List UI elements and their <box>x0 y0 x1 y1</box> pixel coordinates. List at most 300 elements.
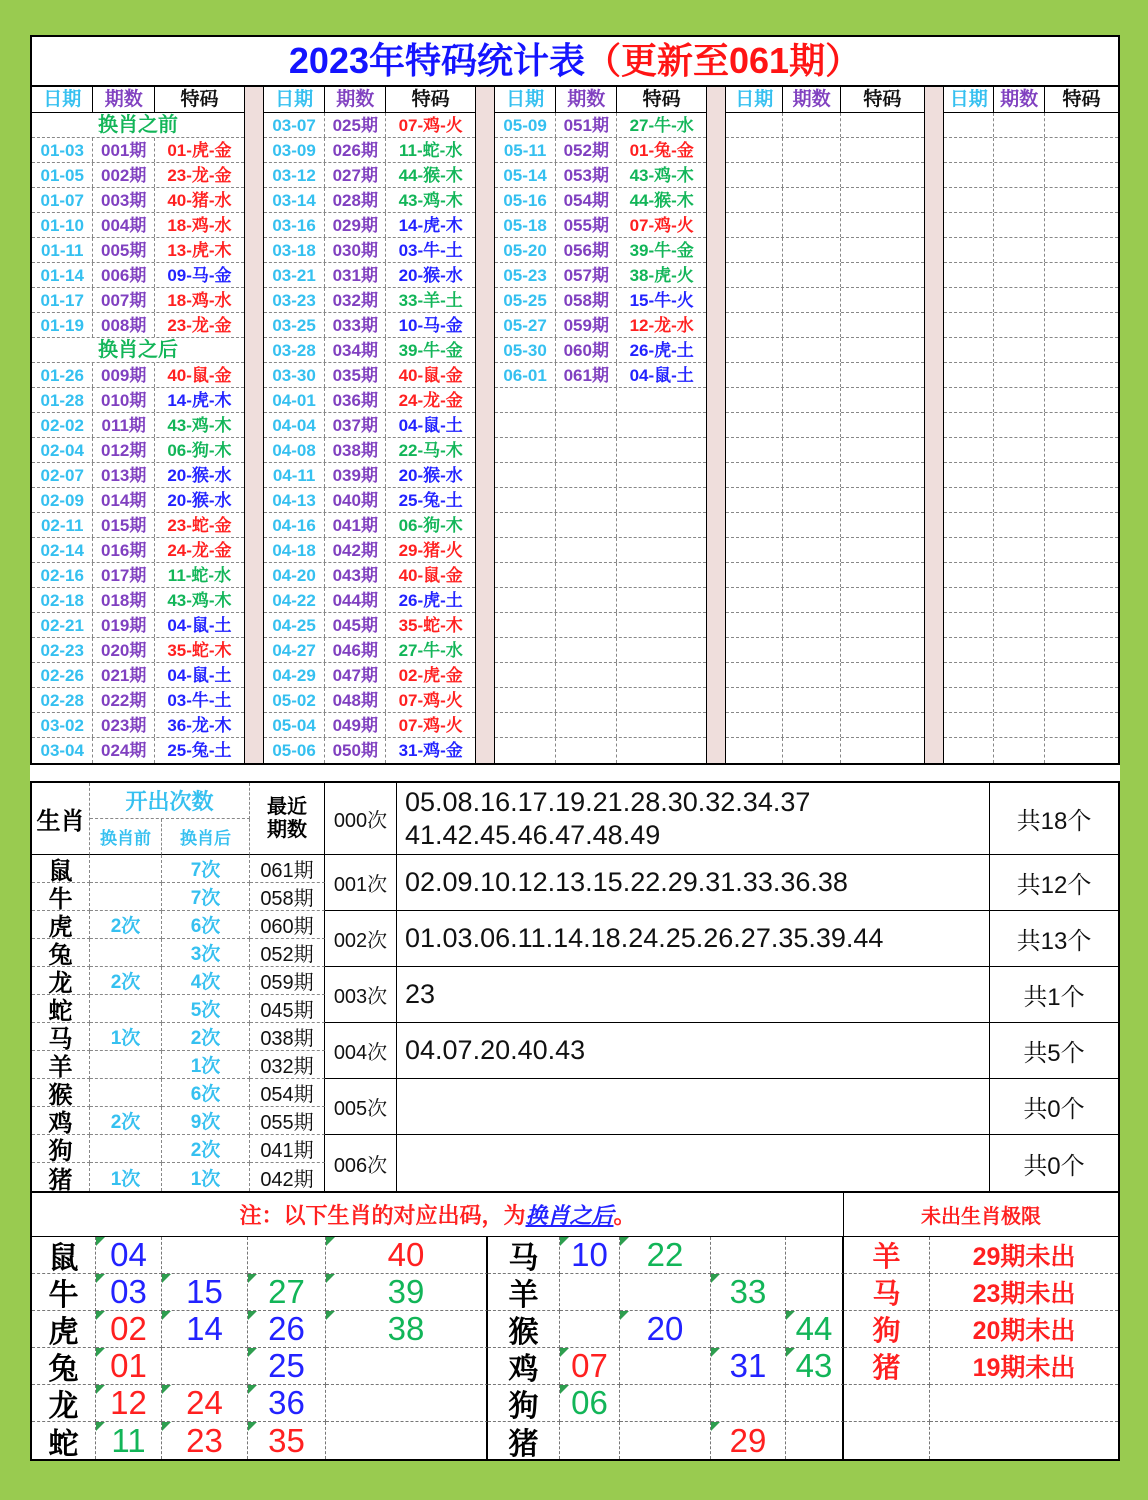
code-cell <box>1045 313 1118 337</box>
comment-triangle-icon <box>162 1385 171 1394</box>
period-cell <box>783 563 840 587</box>
period-cell <box>556 538 617 562</box>
code-cell <box>841 538 924 562</box>
count-band-label: 000次 <box>325 783 397 855</box>
date-cell: 02-16 <box>32 563 93 587</box>
zodiac-name: 龙 <box>32 967 90 995</box>
date-cell <box>726 738 783 763</box>
table-row <box>32 113 244 138</box>
code-cell <box>841 163 924 187</box>
date-cell: 05-30 <box>495 338 556 362</box>
code-cell: 39-牛-金 <box>629 240 694 260</box>
number-cell: 23 <box>162 1422 248 1459</box>
table-row <box>264 538 475 563</box>
table-row <box>264 338 475 363</box>
code-cell <box>617 613 706 637</box>
period-cell: 018期 <box>93 588 154 612</box>
date-cell <box>495 438 556 462</box>
recent-header-line1: 最近 <box>267 795 307 818</box>
date-cell <box>495 513 556 537</box>
table-row <box>944 538 1118 563</box>
table-row <box>32 488 244 513</box>
date-column-header: 日期 <box>495 87 556 112</box>
number-cell: 27 <box>248 1274 326 1311</box>
number-cell: 36 <box>248 1385 326 1422</box>
table-header-row <box>495 87 706 113</box>
title-main: 2023年特码统计表 <box>288 40 585 81</box>
code-cell <box>841 738 924 763</box>
table-row <box>726 638 924 663</box>
period-cell <box>994 163 1044 187</box>
date-cell <box>944 713 994 737</box>
table-row <box>726 538 924 563</box>
period-cell: 038期 <box>325 438 386 462</box>
code-cell <box>841 188 924 212</box>
table-row <box>32 163 244 188</box>
number-cell <box>786 1237 844 1274</box>
code-cell <box>841 313 924 337</box>
date-cell: 03-07 <box>264 113 325 137</box>
date-cell <box>495 713 556 737</box>
code-cell <box>1045 588 1118 612</box>
period-cell <box>994 713 1044 737</box>
number-cell: 04 <box>96 1237 162 1274</box>
table-row <box>944 688 1118 713</box>
after-change-header: 换肖后 <box>162 819 250 855</box>
zodiac-name: 羊 <box>488 1274 560 1311</box>
date-cell: 05-11 <box>495 138 556 162</box>
comment-triangle-icon <box>248 1311 257 1320</box>
date-cell: 04-04 <box>264 413 325 437</box>
recent-period-value: 058期 <box>250 883 325 911</box>
zodiac-name: 牛 <box>32 1274 96 1311</box>
date-cell <box>726 463 783 487</box>
period-table-group <box>943 87 1118 763</box>
recent-period-value: 059期 <box>250 967 325 995</box>
number-cell: 31 <box>711 1348 786 1385</box>
date-cell <box>944 288 994 312</box>
recent-period-value: 042期 <box>250 1163 325 1191</box>
period-cell <box>783 738 840 763</box>
table-row <box>944 463 1118 488</box>
code-cell: 44-猴-木 <box>629 190 694 210</box>
date-cell: 01-19 <box>32 313 93 337</box>
code-cell <box>617 513 706 537</box>
code-cell: 43-鸡-木 <box>629 165 694 185</box>
period-column-header: 期数 <box>783 87 840 112</box>
zodiac-stats-table <box>30 781 1120 1193</box>
code-cell: 40-猪-水 <box>167 190 232 210</box>
number-cell: 38 <box>326 1311 488 1348</box>
date-cell: 03-14 <box>264 188 325 212</box>
comment-triangle-icon <box>326 1237 335 1246</box>
period-cell <box>556 463 617 487</box>
period-cell <box>556 613 617 637</box>
code-cell: 04-鼠-土 <box>629 365 694 385</box>
code-cell <box>841 438 924 462</box>
code-cell: 01-兔-金 <box>629 140 694 160</box>
code-cell: 25-兔-土 <box>167 741 232 760</box>
zodiac-name: 鼠 <box>32 1237 96 1274</box>
table-row <box>264 288 475 313</box>
number-cell: 14 <box>162 1311 248 1348</box>
content-area <box>30 35 1120 1461</box>
period-cell: 025期 <box>325 113 386 137</box>
period-cell: 026期 <box>325 138 386 162</box>
section-gap <box>30 765 1120 781</box>
code-cell: 07-鸡-火 <box>398 690 463 710</box>
code-column-header: 特码 <box>642 89 681 110</box>
zodiac-name: 鸡 <box>488 1348 560 1385</box>
table-row <box>32 713 244 738</box>
code-cell <box>1045 413 1118 437</box>
table-row <box>944 338 1118 363</box>
date-cell <box>495 488 556 512</box>
after-change-count: 1次 <box>162 1051 250 1079</box>
recent-period-value: 032期 <box>250 1051 325 1079</box>
code-cell <box>841 663 924 687</box>
date-cell: 04-22 <box>264 588 325 612</box>
code-cell <box>1045 163 1118 187</box>
date-cell: 01-14 <box>32 263 93 287</box>
period-cell: 028期 <box>325 188 386 212</box>
period-cell <box>783 188 840 212</box>
count-band-label: 004次 <box>325 1023 397 1079</box>
date-cell: 02-07 <box>32 463 93 487</box>
table-row <box>944 238 1118 263</box>
zodiac-name: 蛇 <box>32 1422 96 1459</box>
table-row <box>495 113 706 138</box>
table-row <box>264 613 475 638</box>
period-cell <box>994 138 1044 162</box>
number-cell: 33 <box>711 1274 786 1311</box>
table-row <box>264 738 475 763</box>
period-cell <box>783 688 840 712</box>
number-cell: 22 <box>620 1237 711 1274</box>
count-band-label: 002次 <box>325 911 397 967</box>
date-cell <box>944 188 994 212</box>
table-row <box>32 538 244 563</box>
date-cell <box>726 563 783 587</box>
period-cell <box>783 288 840 312</box>
code-cell <box>1045 488 1118 512</box>
period-cell: 001期 <box>93 138 154 162</box>
table-row <box>726 563 924 588</box>
period-cell: 041期 <box>325 513 386 537</box>
code-cell: 20-猴-水 <box>398 265 463 285</box>
period-cell: 019期 <box>93 613 154 637</box>
table-row <box>32 563 244 588</box>
limit-text <box>930 1385 1118 1422</box>
table-row <box>32 663 244 688</box>
date-cell <box>726 263 783 287</box>
zodiac-name: 鸡 <box>32 1107 90 1135</box>
before-change-count <box>90 939 162 967</box>
number-cell <box>162 1237 248 1274</box>
zodiac-name: 猪 <box>32 1163 90 1191</box>
code-cell: 07-鸡-火 <box>398 715 463 735</box>
date-cell: 03-28 <box>264 338 325 362</box>
date-cell <box>944 538 994 562</box>
date-cell <box>726 688 783 712</box>
code-cell: 04-鼠-土 <box>167 665 232 685</box>
number-cell <box>560 1274 620 1311</box>
table-row <box>726 163 924 188</box>
code-cell <box>841 488 924 512</box>
period-cell: 054期 <box>556 188 617 212</box>
table-row <box>32 313 244 338</box>
period-cell <box>783 138 840 162</box>
number-cell: 11 <box>96 1422 162 1459</box>
code-column-header: 特码 <box>180 89 219 110</box>
table-row <box>495 563 706 588</box>
period-cell: 044期 <box>325 588 386 612</box>
date-cell <box>495 663 556 687</box>
code-column-header: 特码 <box>1062 89 1101 110</box>
table-row <box>944 138 1118 163</box>
number-cell: 10 <box>560 1237 620 1274</box>
date-cell: 05-06 <box>264 738 325 763</box>
code-cell <box>1045 538 1118 562</box>
code-cell: 07-鸡-火 <box>398 115 463 135</box>
date-cell <box>944 263 994 287</box>
period-table-group <box>494 87 707 763</box>
code-cell: 10-马-金 <box>398 315 463 335</box>
code-cell: 39-牛-金 <box>398 340 463 360</box>
code-cell: 26-虎-土 <box>398 590 463 610</box>
code-cell: 13-虎-木 <box>167 240 232 260</box>
number-cell: 43 <box>786 1348 844 1385</box>
code-cell: 29-猪-火 <box>398 540 463 560</box>
table-row <box>32 738 244 763</box>
table-header-row <box>726 87 924 113</box>
number-cell <box>711 1385 786 1422</box>
period-cell <box>556 688 617 712</box>
number-cell <box>620 1348 711 1385</box>
date-cell: 05-04 <box>264 713 325 737</box>
period-cell <box>556 488 617 512</box>
date-column-header: 日期 <box>726 87 783 112</box>
date-cell <box>944 488 994 512</box>
code-cell: 35-蛇-木 <box>398 615 463 635</box>
recent-period-value: 038期 <box>250 1023 325 1051</box>
table-row <box>726 188 924 213</box>
code-cell: 20-猴-水 <box>398 465 463 485</box>
table-row <box>264 513 475 538</box>
code-cell <box>1045 363 1118 387</box>
table-row <box>495 413 706 438</box>
period-cell <box>783 438 840 462</box>
table-row <box>32 638 244 663</box>
date-cell <box>944 113 994 137</box>
zodiac-name: 猴 <box>488 1311 560 1348</box>
period-cell <box>783 413 840 437</box>
period-cell <box>994 738 1044 763</box>
period-cell <box>994 288 1044 312</box>
table-row <box>726 438 924 463</box>
table-row <box>495 138 706 163</box>
after-change-count: 7次 <box>162 883 250 911</box>
date-cell <box>726 713 783 737</box>
date-cell <box>495 463 556 487</box>
table-row <box>32 138 244 163</box>
table-row <box>495 638 706 663</box>
number-cell: 01 <box>96 1348 162 1385</box>
date-cell <box>495 538 556 562</box>
code-cell <box>617 663 706 687</box>
date-column-header: 日期 <box>32 87 93 112</box>
period-cell <box>783 488 840 512</box>
group-separator <box>476 87 494 763</box>
table-row <box>495 238 706 263</box>
date-cell: 04-01 <box>264 388 325 412</box>
period-cell: 051期 <box>556 113 617 137</box>
zodiac-name: 狗 <box>488 1385 560 1422</box>
table-row <box>726 488 924 513</box>
code-cell <box>617 388 706 412</box>
number-cell <box>162 1348 248 1385</box>
table-header-row <box>264 87 475 113</box>
date-cell: 02-04 <box>32 438 93 462</box>
period-cell: 032期 <box>325 288 386 312</box>
comment-triangle-icon <box>560 1237 569 1246</box>
table-row <box>264 438 475 463</box>
number-cell: 25 <box>248 1348 326 1385</box>
date-cell <box>726 413 783 437</box>
number-cell: 35 <box>248 1422 326 1459</box>
date-cell: 05-14 <box>495 163 556 187</box>
table-row <box>32 463 244 488</box>
band-total: 共5个 <box>990 1023 1118 1079</box>
period-cell <box>556 413 617 437</box>
zodiac-name: 鼠 <box>32 855 90 883</box>
limit-text <box>930 1422 1118 1459</box>
limit-zodiac: 马 <box>844 1274 930 1311</box>
comment-triangle-icon <box>96 1422 105 1431</box>
group-separator <box>245 87 263 763</box>
code-cell <box>617 588 706 612</box>
zodiac-name: 狗 <box>32 1135 90 1163</box>
code-cell <box>841 138 924 162</box>
table-row <box>495 488 706 513</box>
period-cell: 002期 <box>93 163 154 187</box>
date-cell <box>726 313 783 337</box>
band-total: 共1个 <box>990 967 1118 1023</box>
recent-period-header <box>250 783 325 855</box>
period-cell: 034期 <box>325 338 386 362</box>
period-cell: 014期 <box>93 488 154 512</box>
recent-period-value: 055期 <box>250 1107 325 1135</box>
table-row <box>944 638 1118 663</box>
table-row <box>264 638 475 663</box>
zodiac-name: 虎 <box>32 911 90 939</box>
number-cell <box>620 1422 711 1459</box>
period-cell <box>783 213 840 237</box>
recent-period-value: 045期 <box>250 995 325 1023</box>
limit-zodiac: 羊 <box>844 1237 930 1274</box>
code-cell: 06-狗-木 <box>398 515 463 535</box>
note-prefix: 注：以下生肖的对应出码，为 <box>239 1203 526 1228</box>
table-row <box>944 363 1118 388</box>
table-row <box>495 513 706 538</box>
date-cell: 02-23 <box>32 638 93 662</box>
table-row <box>495 613 706 638</box>
comment-triangle-icon <box>96 1237 105 1246</box>
period-cell: 039期 <box>325 463 386 487</box>
code-cell <box>1045 663 1118 687</box>
date-cell: 01-07 <box>32 188 93 212</box>
date-cell <box>944 163 994 187</box>
table-row <box>944 413 1118 438</box>
period-cell: 050期 <box>325 738 386 763</box>
code-cell: 31-鸡-金 <box>398 741 463 760</box>
number-cell <box>711 1311 786 1348</box>
date-cell <box>944 613 994 637</box>
zodiac-name: 马 <box>488 1237 560 1274</box>
date-cell: 03-21 <box>264 263 325 287</box>
code-cell <box>617 488 706 512</box>
table-row <box>726 738 924 763</box>
table-header-row <box>944 87 1118 113</box>
numbers-line: 01.03.06.11.14.18.24.25.26.27.35.39.44 <box>405 923 884 954</box>
period-cell <box>783 463 840 487</box>
comment-triangle-icon <box>248 1385 257 1394</box>
table-row <box>264 313 475 338</box>
date-cell <box>726 188 783 212</box>
period-cell: 047期 <box>325 663 386 687</box>
period-cell <box>994 213 1044 237</box>
period-cell: 012期 <box>93 438 154 462</box>
table-row <box>495 438 706 463</box>
table-row <box>495 338 706 363</box>
code-column-header: 特码 <box>863 89 902 110</box>
period-cell <box>783 338 840 362</box>
date-cell <box>495 388 556 412</box>
limit-text: 23期未出 <box>930 1274 1118 1311</box>
period-cell <box>783 588 840 612</box>
code-cell: 07-鸡-火 <box>629 215 694 235</box>
comment-triangle-icon <box>162 1274 171 1283</box>
before-change-header: 换肖前 <box>90 819 162 855</box>
date-cell <box>944 338 994 362</box>
code-cell: 15-牛-火 <box>629 290 694 310</box>
date-cell <box>944 463 994 487</box>
period-cell: 033期 <box>325 313 386 337</box>
date-cell <box>726 238 783 262</box>
comment-triangle-icon <box>248 1422 257 1431</box>
date-cell: 04-20 <box>264 563 325 587</box>
comment-triangle-icon <box>711 1422 720 1431</box>
period-cell <box>556 588 617 612</box>
table-row <box>32 588 244 613</box>
table-row <box>32 188 244 213</box>
date-cell: 04-13 <box>264 488 325 512</box>
table-row <box>264 363 475 388</box>
before-change-count <box>90 883 162 911</box>
date-cell <box>944 563 994 587</box>
number-cell: 15 <box>162 1274 248 1311</box>
period-cell <box>994 688 1044 712</box>
code-cell <box>841 388 924 412</box>
code-cell: 14-虎-木 <box>167 390 232 410</box>
period-cell: 046期 <box>325 638 386 662</box>
date-cell: 04-29 <box>264 663 325 687</box>
period-cell: 003期 <box>93 188 154 212</box>
numbers-list <box>397 967 990 1023</box>
zodiac-name: 猴 <box>32 1079 90 1107</box>
date-cell: 05-18 <box>495 213 556 237</box>
date-cell <box>944 363 994 387</box>
